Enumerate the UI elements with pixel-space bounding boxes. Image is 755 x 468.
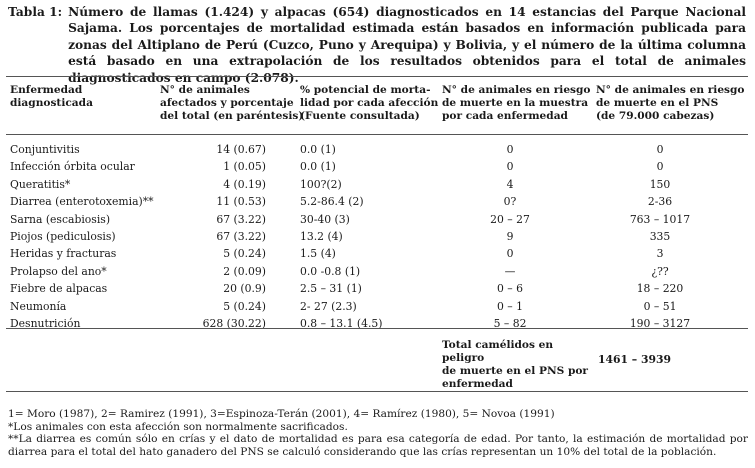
affected-cell: 5 (0.24) bbox=[223, 247, 266, 261]
disease-cell: Infección órbita ocular bbox=[10, 160, 135, 174]
disease-cell: Queratitis* bbox=[10, 177, 71, 191]
disease-cell: Conjuntivitis bbox=[10, 143, 80, 156]
header-disease: Enfermedad diagnosticada bbox=[10, 84, 93, 109]
table-row bbox=[0, 299, 755, 315]
disease-cell: Prolapso del ano* bbox=[10, 264, 107, 278]
risk-sample-cell: 0 bbox=[506, 143, 514, 156]
risk-sample-cell: — bbox=[504, 264, 516, 278]
affected-cell: 20 (0.9) bbox=[223, 282, 266, 296]
mortality-cell: 0.0 -0.8 (1) bbox=[300, 264, 361, 278]
affected-cell: 67 (3.22) bbox=[216, 212, 266, 226]
affected-cell: 14 (0.67) bbox=[216, 143, 266, 156]
disease-cell: Piojos (pediculosis) bbox=[10, 230, 116, 243]
risk-sample-cell: 20 – 27 bbox=[490, 212, 530, 226]
risk-pns-cell: ¿?? bbox=[651, 264, 669, 278]
mortality-cell: 2- 27 (2.3) bbox=[300, 299, 357, 313]
risk-sample-cell: 5 – 82 bbox=[493, 317, 527, 330]
risk-pns-cell: 3 bbox=[656, 247, 664, 261]
risk-pns-cell: 763 – 1017 bbox=[629, 212, 691, 226]
affected-cell: 2 (0.09) bbox=[223, 264, 266, 278]
mortality-cell: 0.8 – 13.1 (4.5) bbox=[300, 317, 383, 330]
table-row bbox=[0, 177, 755, 193]
header-risk-sample: N° de animales en riesgo de muerte en la muestra por cada enfermedad bbox=[442, 84, 591, 122]
header-risk-pns: N° de animales en riesgo de muerte en el PNS (de 79.000 cabezas) bbox=[596, 84, 745, 122]
notes-rule bbox=[6, 391, 748, 392]
footnote-double-star: **La diarrea es común sólo en crías y el dato de mortalidad es para esa categoría de edad. Por tanto, la estimación de mortalidad por diarrea para el total del hato ganadero del PNS se calculó considerando que las crías representan un 10% del total de la población. bbox=[8, 433, 748, 458]
table-row bbox=[0, 316, 755, 332]
caption-text: Número de llamas (1.424) y alpacas (654) diagnosticados en 14 estancias del Parque Nacional Sajama. Los porcentajes de mortalidad estimada están basados en información publicada para zonas del Altiplano de Perú (Cuzco, Puno y Arequipa) y Bolivia, y el número de la última columna está basado en una extrapolación de los resultados obtenidos para el total de animales diagnosticados en campo (2.078). bbox=[68, 5, 746, 85]
header-affected: N° de animales afectados y porcentaje del total (en paréntesis) bbox=[160, 84, 304, 122]
table-row bbox=[0, 264, 755, 280]
affected-cell: 628 (30.22) bbox=[202, 317, 266, 330]
table-row bbox=[0, 246, 755, 262]
risk-sample-cell: 0 – 1 bbox=[496, 299, 523, 313]
disease-cell: Fiebre de alpacas bbox=[10, 282, 108, 296]
table-row bbox=[0, 159, 755, 175]
mortality-cell: 13.2 (4) bbox=[300, 230, 343, 243]
risk-pns-cell: 335 bbox=[649, 230, 671, 243]
risk-sample-cell: 0? bbox=[503, 195, 517, 209]
risk-sample-cell: 4 bbox=[506, 177, 514, 191]
top-rule bbox=[6, 76, 748, 77]
bottom-rule bbox=[6, 328, 748, 329]
disease-cell: Sarna (escabiosis) bbox=[10, 212, 111, 226]
risk-sample-cell: 0 – 6 bbox=[496, 282, 523, 296]
disease-cell: Desnutrición bbox=[10, 317, 81, 330]
header-mortality: % potencial de morta- lidad por cada afección (Fuente consultada) bbox=[300, 84, 439, 122]
risk-pns-cell: 0 – 51 bbox=[643, 299, 677, 313]
risk-pns-cell: 190 – 3127 bbox=[629, 317, 691, 330]
risk-pns-cell: 2-36 bbox=[647, 195, 673, 209]
mortality-cell: 100?(2) bbox=[300, 177, 342, 191]
affected-cell: 1 (0.05) bbox=[223, 160, 266, 174]
mortality-cell: 1.5 (4) bbox=[300, 247, 336, 261]
mortality-cell: 2.5 – 31 (1) bbox=[300, 282, 362, 296]
table-caption bbox=[8, 4, 746, 86]
affected-cell: 4 (0.19) bbox=[223, 177, 266, 191]
mortality-cell: 0.0 (1) bbox=[300, 160, 336, 174]
footnotes bbox=[8, 408, 748, 458]
risk-pns-cell: 150 bbox=[649, 177, 671, 191]
risk-sample-cell: 9 bbox=[506, 230, 514, 243]
risk-pns-cell: 18 – 220 bbox=[636, 282, 684, 296]
affected-cell: 5 (0.24) bbox=[223, 299, 266, 313]
risk-sample-cell: 0 bbox=[506, 160, 514, 174]
total-label: Total camélidos en peligro de muerte en el PNS por enfermedad bbox=[442, 339, 589, 390]
disease-cell: Diarrea (enterotoxemia)** bbox=[10, 195, 154, 209]
caption-label: Tabla 1: bbox=[8, 5, 63, 19]
disease-cell: Heridas y fracturas bbox=[10, 247, 117, 261]
mortality-cell: 0.0 (1) bbox=[300, 143, 336, 156]
affected-cell: 11 (0.53) bbox=[216, 195, 266, 209]
header-rule bbox=[6, 134, 748, 135]
total-value: 1461 – 3939 bbox=[598, 353, 672, 366]
footnote-sources: 1= Moro (1987), 2= Ramirez (1991), 3=Espinoza-Terán (2001), 4= Ramírez (1980), 5= Novoa (1991) bbox=[8, 408, 555, 420]
table-row bbox=[0, 142, 755, 158]
risk-sample-cell: 0 bbox=[506, 247, 514, 261]
mortality-cell: 5.2-86.4 (2) bbox=[300, 195, 364, 209]
table-row bbox=[0, 212, 755, 228]
risk-pns-cell: 0 bbox=[656, 160, 664, 174]
table-row bbox=[0, 229, 755, 245]
disease-cell: Neumonía bbox=[10, 299, 67, 313]
risk-pns-cell: 0 bbox=[656, 143, 664, 156]
mortality-cell: 30-40 (3) bbox=[300, 212, 350, 226]
footnote-single-star: *Los animales con esta afección son normalmente sacrificados. bbox=[8, 420, 348, 433]
affected-cell: 67 (3.22) bbox=[216, 230, 266, 243]
table-row bbox=[0, 194, 755, 210]
table-row bbox=[0, 281, 755, 297]
